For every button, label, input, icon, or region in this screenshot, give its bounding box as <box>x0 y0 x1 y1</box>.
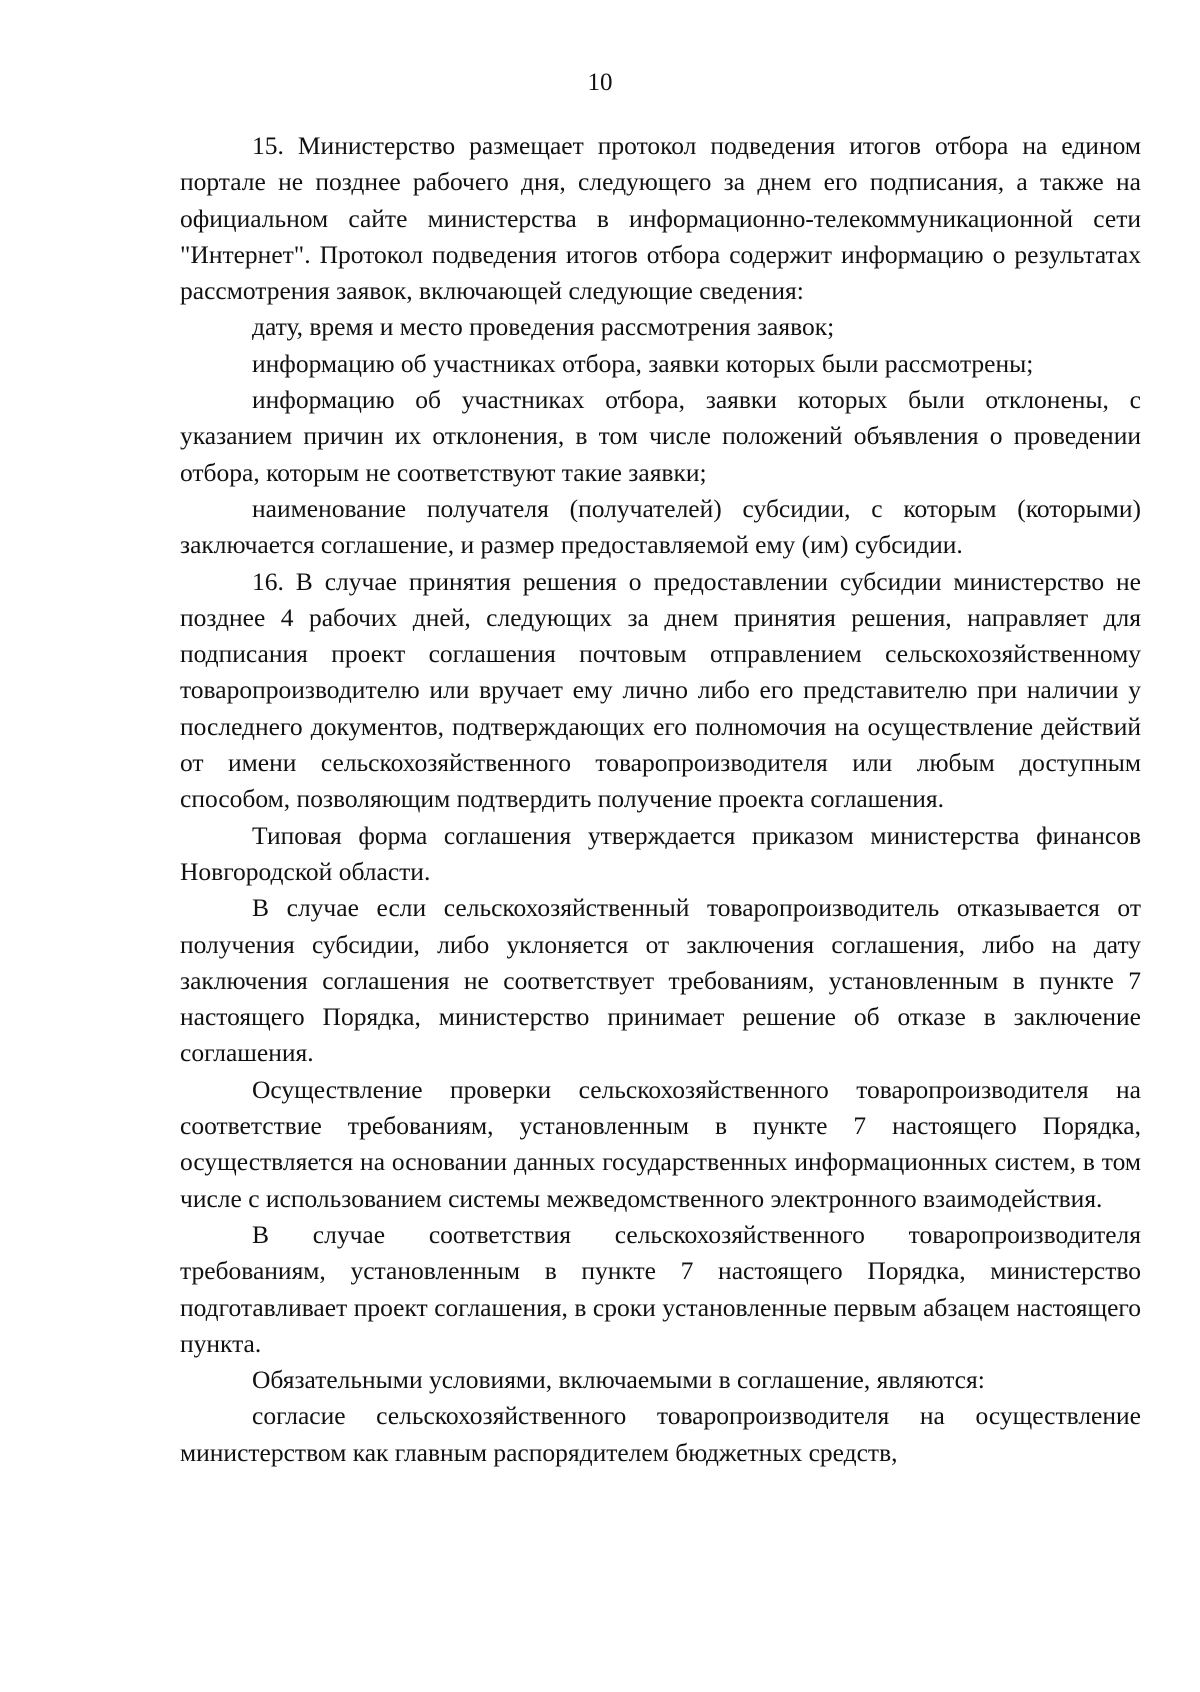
paragraph-recipient-name: наименование получателя (получателей) субсидии, с которым (которыми) заключается соглашение, и размер предоставляемой ему (им) субсидии. <box>180 493 1141 560</box>
paragraph-date-time-place: дату, время и место проведения рассмотрения заявок; <box>252 312 835 342</box>
document-body <box>180 128 1141 1471</box>
paragraph-refusal: В случае если сельскохозяйственный товаропроизводитель отказывается от получения субсидии, либо уклоняется от заключения соглашения, либо на дату заключения соглашения не соответствует требованиям, установленным в пункте 7 настоящего Порядка, министерство принимает решение об отказе в заключение соглашения. <box>180 893 1141 1068</box>
paragraph-item-16-decision: 16. В случае принятия решения о предоставлении субсидии министерство не позднее 4 рабочих дней, следующих за днем принятия решения, направляет для подписания проект соглашения почтовым отправлением сельскохозяйственному товаропроизводителю или вручает ему лично либо его представителю при наличии у последнего документов, подтверждающих его полномочия на осуществление действий от имени сельскохозяйственного товаропроизводителя или любым доступным способом, позволяющим подтвердить получение проекта соглашения. <box>180 566 1141 814</box>
paragraph-considered-participants: информацию об участниках отбора, заявки которых были рассмотрены; <box>252 348 1034 378</box>
page-number: 10 <box>587 69 613 96</box>
paragraph-standard-form: Типовая форма соглашения утверждается приказом министерства финансов Новгородской области. <box>180 820 1141 886</box>
paragraph-verification: Осуществление проверки сельскохозяйственного товаропроизводителя на соответствие требованиям, установленным в пункте 7 настоящего Порядка, осуществляется на основании данных государственных информационных систем, в том числе с использованием системы межведомственного электронного взаимодействия. <box>180 1074 1141 1213</box>
paragraph-rejected-participants: информацию об участниках отбора, заявки которых были отклонены, с указанием причин их отклонения, в том числе положений объявления о проведении отбора, которым не соответствуют такие заявки; <box>180 385 1141 487</box>
paragraph-item-15-protocol: 15. Министерство размещает протокол подведения итогов отбора на едином портале не позднее рабочего дня, следующего за днем его подписания, а также на официальном сайте министерства в информационно-телекоммуникационной сети "Интернет". Протокол подведения итогов отбора содержит информацию о результатах рассмотрения заявок, включающей следующие сведения: <box>180 131 1141 306</box>
paragraph-mandatory-conditions: Обязательными условиями, включаемыми в соглашение, являются: <box>252 1365 985 1395</box>
paragraph-consent: согласие сельскохозяйственного товаропроизводителя на осуществление министерством как главным распорядителем бюджетных средств, <box>180 1401 1141 1467</box>
paragraph-compliance: В случае соответствия сельскохозяйственного товаропроизводителя требованиям, установленным в пункте 7 настоящего Порядка, министерство подготавливает проект соглашения, в сроки установленные первым абзацем настоящего пункта. <box>180 1219 1141 1358</box>
